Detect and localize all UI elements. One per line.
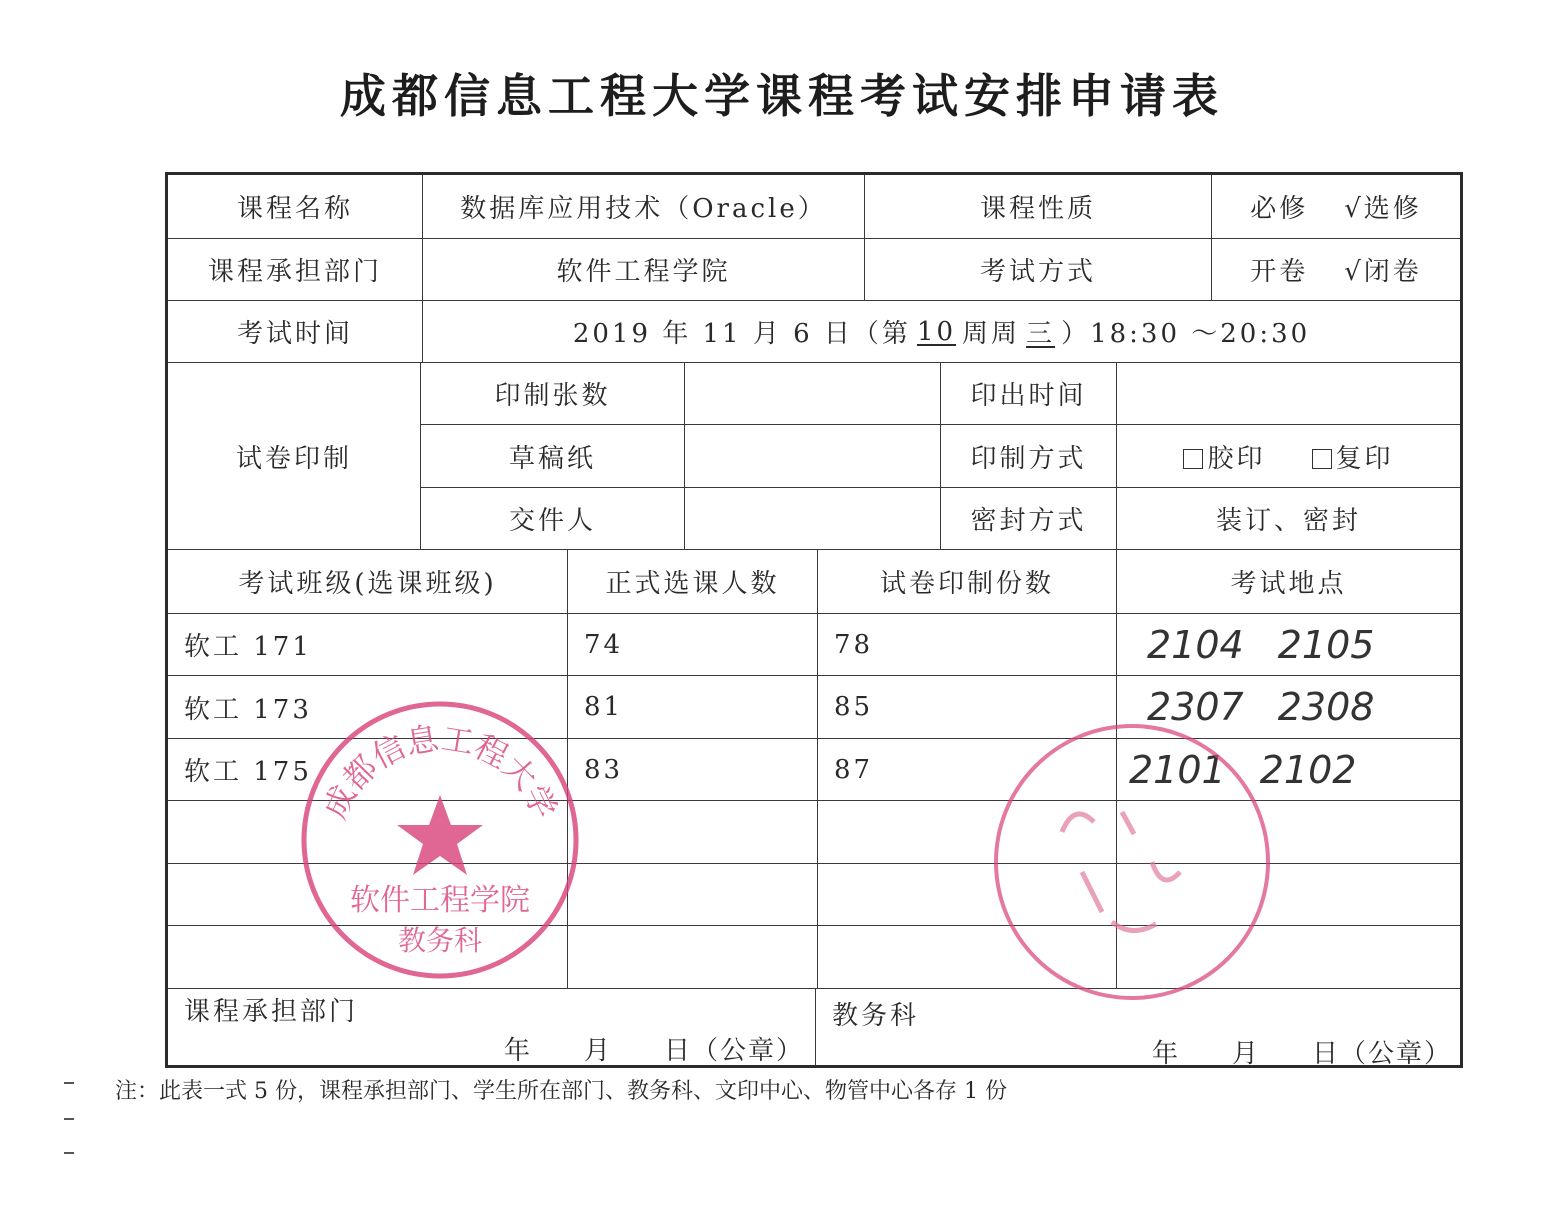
- exam-weekday: 三: [1026, 319, 1056, 349]
- table-row-2-location: [1117, 676, 1460, 739]
- table-row-3-students: 83: [568, 739, 818, 801]
- nature-elective-option[interactable]: √选修: [1344, 194, 1422, 224]
- exam-method-options: [1212, 239, 1460, 301]
- room-2101: 2101: [1129, 747, 1226, 792]
- table-row-5-location[interactable]: [1117, 864, 1460, 926]
- students-column-header: 正式选课人数: [568, 550, 818, 614]
- exam-time-value: [423, 301, 1460, 363]
- course-nature-label: 课程性质: [865, 175, 1212, 239]
- form-title: 成都信息工程大学课程考试安排申请表: [340, 69, 1224, 123]
- table-row-5-copies[interactable]: [818, 864, 1117, 926]
- print-method-options: [1117, 425, 1460, 488]
- seal-arc-text: 成都信息工程大学: [315, 719, 565, 825]
- print-time-value[interactable]: [1117, 363, 1460, 425]
- dept-signature-label: 课程承担部门: [184, 997, 359, 1027]
- dept-date-month: 月: [584, 1036, 613, 1066]
- table-row-4-copies[interactable]: [818, 801, 1117, 864]
- table-row-3-class: 软工 175: [168, 739, 568, 801]
- room-2307: 2307: [1147, 685, 1244, 729]
- method-open-book-option[interactable]: 开卷: [1250, 257, 1309, 287]
- table-row-2-copies: 85: [818, 676, 1117, 739]
- draft-value[interactable]: [685, 425, 941, 488]
- exam-time-date: 2019 年 11 月 6 日（第: [572, 319, 911, 349]
- table-row-1-copies: 78: [818, 614, 1117, 676]
- table-row-5-class[interactable]: [168, 864, 568, 926]
- location-column-header: 考试地点: [1117, 550, 1460, 614]
- course-nature-options: [1212, 175, 1460, 239]
- room-2104: 2104: [1147, 622, 1244, 667]
- seal-method-label: 密封方式: [941, 488, 1117, 550]
- class-column-header: 考试班级(选课班级): [168, 550, 568, 614]
- exam-method-label: 考试方式: [865, 239, 1212, 301]
- photocopy-checkbox[interactable]: 复印: [1312, 438, 1394, 475]
- method-closed-book-option[interactable]: √闭卷: [1344, 257, 1422, 287]
- table-row-6-students[interactable]: [568, 926, 818, 989]
- table-row-4-location[interactable]: [1117, 801, 1460, 864]
- draft-label: 草稿纸: [421, 425, 685, 488]
- table-row-4-class[interactable]: [168, 801, 568, 864]
- table-row-2-class: 软工 173: [168, 676, 568, 739]
- seal-line-2: 软件工程学院: [350, 883, 530, 918]
- table-row-6-location[interactable]: [1117, 926, 1460, 989]
- table-row-6-class[interactable]: [168, 926, 568, 989]
- exam-application-form: [165, 172, 1463, 1068]
- course-name-label: 课程名称: [168, 175, 423, 239]
- exam-time-range: ）18:30 ～20:30: [1061, 319, 1311, 349]
- aa-date-day: 日（公章）: [1312, 1039, 1453, 1069]
- aa-date-month: 月: [1232, 1039, 1261, 1069]
- margin-mark: [64, 1082, 74, 1084]
- table-row-2-students: 81: [568, 676, 818, 739]
- seal-method-value: 装订、密封: [1117, 488, 1460, 550]
- offset-print-checkbox[interactable]: 胶印: [1183, 438, 1265, 475]
- aa-date-year: 年: [1152, 1039, 1181, 1069]
- room-2105: 2105: [1277, 622, 1375, 667]
- dept-value: 软件工程学院: [423, 239, 865, 301]
- submitter-value[interactable]: [685, 488, 941, 550]
- dept-signature-date: [504, 1030, 804, 1067]
- nature-required-option[interactable]: 必修: [1250, 194, 1309, 224]
- exam-time-label: 考试时间: [168, 301, 423, 363]
- academic-affairs-date: [1152, 1033, 1452, 1070]
- table-row-3-location: [1117, 739, 1460, 801]
- printing-label: 试卷印制: [168, 363, 421, 550]
- margin-mark: [64, 1152, 74, 1154]
- exam-time-week-text: 周周: [962, 319, 1021, 349]
- table-row-3-copies: 87: [818, 739, 1117, 801]
- academic-affairs-label: 教务科: [832, 1001, 920, 1031]
- sheets-value[interactable]: [685, 363, 941, 425]
- table-row-1-students: 74: [568, 614, 818, 676]
- room-2102: 2102: [1259, 747, 1357, 792]
- room-2308: 2308: [1277, 685, 1375, 729]
- table-row-6-copies[interactable]: [818, 926, 1117, 989]
- dept-date-day: 日（公章）: [664, 1036, 805, 1066]
- copies-column-header: 试卷印制份数: [818, 550, 1117, 614]
- dept-label: 课程承担部门: [168, 239, 423, 301]
- dept-date-year: 年: [504, 1036, 533, 1066]
- table-row-4-students[interactable]: [568, 801, 818, 864]
- table-row-1-class: 软工 171: [168, 614, 568, 676]
- submitter-label: 交件人: [421, 488, 685, 550]
- print-time-label: 印出时间: [941, 363, 1117, 425]
- table-row-1-location: [1117, 614, 1460, 676]
- seal-line-3: 教务科: [397, 924, 483, 957]
- footer-note: 注：此表一式 5 份，课程承担部门、学生所在部门、教务科、文印中心、物管中心各存 1 份: [115, 1079, 1007, 1104]
- course-name-value: 数据库应用技术（Oracle）: [423, 175, 865, 239]
- print-method-label: 印制方式: [941, 425, 1117, 488]
- margin-mark: [64, 1118, 74, 1120]
- exam-week-number: 10: [916, 316, 957, 347]
- table-row-5-students[interactable]: [568, 864, 818, 926]
- sheets-label: 印制张数: [421, 363, 685, 425]
